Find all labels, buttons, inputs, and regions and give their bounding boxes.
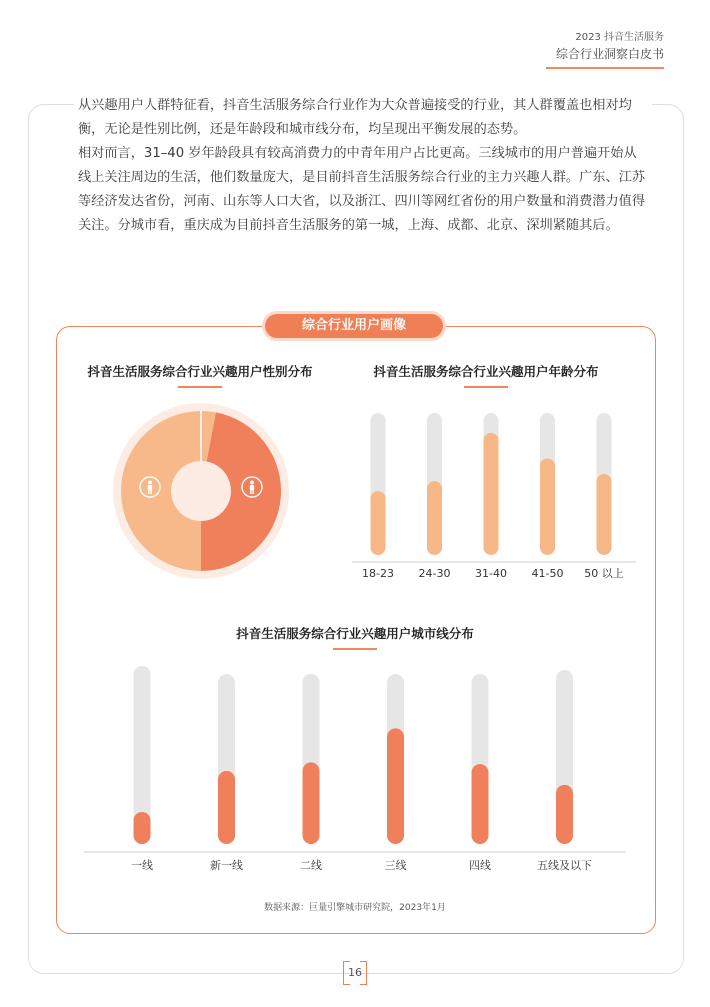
city-title-underline bbox=[333, 648, 377, 650]
tick-label-二线: 二线 bbox=[300, 859, 322, 872]
bar-三线 bbox=[387, 728, 404, 844]
page-number: 16 bbox=[343, 961, 367, 983]
data-source: 数据来源：巨量引擎城市研究院，2023年1月 bbox=[264, 903, 446, 913]
bar-一线 bbox=[134, 812, 151, 844]
gender-chart bbox=[106, 400, 296, 586]
tick-label-一线: 一线 bbox=[131, 859, 153, 872]
header-rule bbox=[546, 67, 664, 69]
city-chart bbox=[80, 662, 630, 882]
tick-label-41-50: 41-50 bbox=[531, 567, 564, 580]
age-chart-title: 抖音生活服务综合行业兴趣用户年龄分布 bbox=[373, 364, 599, 379]
age-title-underline bbox=[464, 386, 508, 388]
bar-24-30 bbox=[427, 481, 442, 555]
bar-新一线 bbox=[218, 771, 235, 844]
bar-四线 bbox=[472, 764, 489, 844]
tick-label-18-23: 18-23 bbox=[362, 567, 394, 580]
body-text bbox=[74, 94, 652, 238]
header-report-title: 综合行业洞察白皮书 bbox=[555, 47, 664, 61]
tick-label-三线: 三线 bbox=[384, 859, 407, 872]
bar-41-50 bbox=[540, 458, 555, 555]
section-tag: 综合行业用户画像 bbox=[265, 314, 443, 338]
header-report-year: 2023 抖音生活服务 bbox=[575, 32, 664, 43]
tick-label-24-30: 24-30 bbox=[418, 567, 451, 580]
tick-label-五线及以下: 五线及以下 bbox=[537, 859, 592, 872]
city-chart-title: 抖音生活服务综合行业兴趣用户城市线分布 bbox=[236, 626, 474, 641]
paragraph-2: 相对而言，31–40 岁年龄段具有较高消费力的中青年用户占比更高。三线城市的用户普遍开始从线上关注周边的生活，他们数量庞大，是目前抖音生活服务综合行业的主力兴趣人群。广东、江苏等经济发达省份，河南、山东等人口大省，以及浙江、四川等网红省份的用户数量和消费潜力值得关注。分城市看，重庆成为目前抖音生活服务的第一城，上海、成都、北京、深圳紧随其后。 bbox=[78, 146, 646, 233]
bar-31-40 bbox=[484, 433, 499, 555]
paragraph-1: 从兴趣用户人群特征看，抖音生活服务综合行业作为大众普遍接受的行业，其人群覆盖也相对均衡，无论是性别比例，还是年龄段和城市线分布，均呈现出平衡发展的态势。 bbox=[78, 98, 632, 137]
tick-label-50 以上: 50 以上 bbox=[584, 567, 624, 580]
tick-label-新一线: 新一线 bbox=[210, 859, 243, 872]
age-chart bbox=[350, 405, 640, 585]
bar-二线 bbox=[303, 762, 320, 844]
bar-18-23 bbox=[371, 491, 386, 555]
tick-label-31-40: 31-40 bbox=[475, 567, 507, 580]
bar-五线及以下 bbox=[556, 785, 573, 844]
gender-chart-title: 抖音生活服务综合行业兴趣用户性别分布 bbox=[87, 364, 313, 379]
bar-50 以上 bbox=[597, 474, 612, 555]
gender-title-underline bbox=[178, 386, 222, 388]
tick-label-四线: 四线 bbox=[469, 859, 491, 872]
